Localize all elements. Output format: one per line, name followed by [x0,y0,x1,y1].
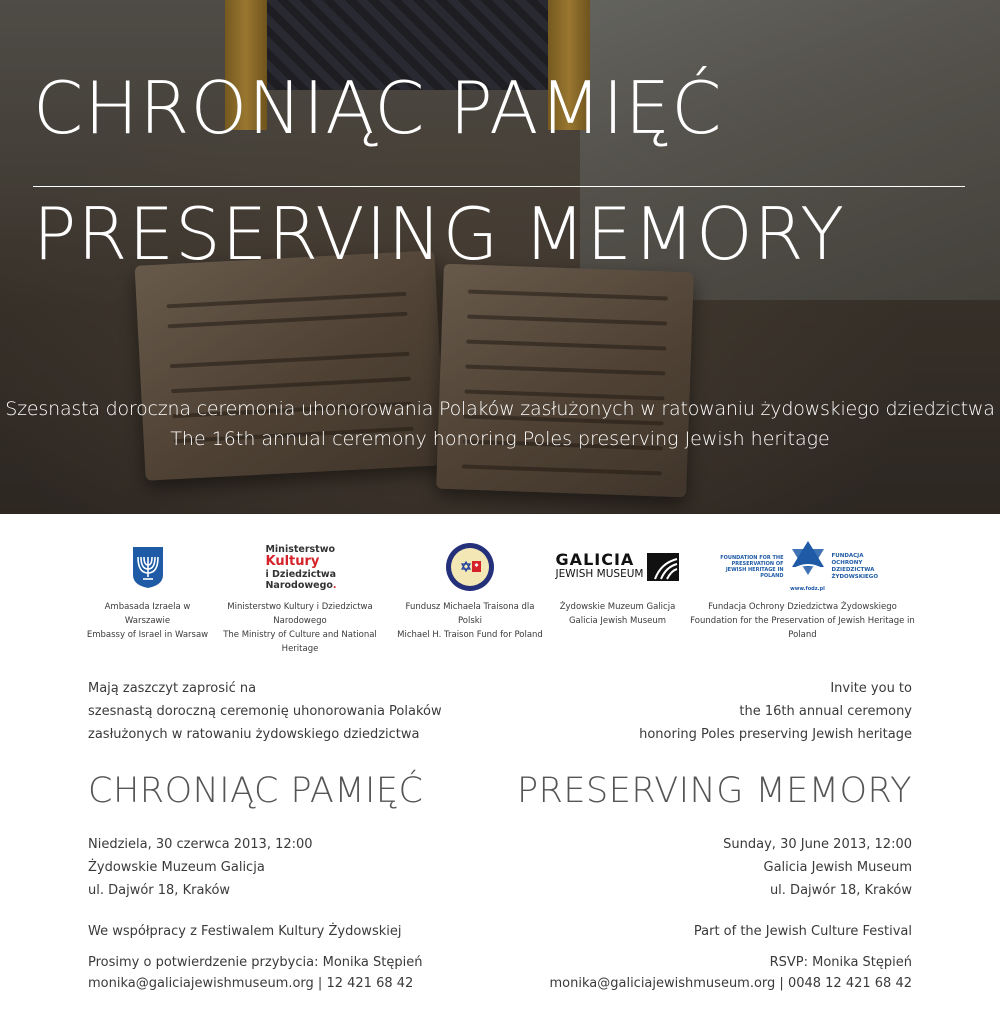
galicia-logo-word: GALICIA [555,550,635,569]
event-title-polish: CHRONIĄC PAMIĘĆ [88,771,424,811]
festival-note-polish: We współpracy z Festiwalem Kultury Żydowskiej [88,924,402,939]
sponsor-traison-fund [395,538,545,642]
event-venue: Żydowskie Muzeum Galicja [88,860,265,875]
sponsor-name-en: Michael H. Traison Fund for Poland [397,630,543,640]
title-divider [33,186,965,187]
contact-polish: monika@galiciajewishmuseum.org | 12 421 68 42 [88,976,414,991]
hero-photo [0,0,1000,514]
fodz-logo-url: www.fodz.pl [790,585,825,592]
sponsor-name-pl: Ministerstwo Kultury i Dziedzictwa Narodowego [227,602,373,626]
sponsor-name-pl: Fundacja Ochrony Dziedzictwa Żydowskiego [708,602,897,612]
ministry-logo-line3: i Dziedzictwa [265,568,337,580]
fodz-logo-pl: FUNDACJA OCHRONY DZIEDZICTWA ŻYDOWSKIEGO [831,553,878,580]
sponsor-name-pl: Żydowskie Muzeum Galicja [559,602,676,612]
sponsor-name-en: The Ministry of Culture and National Heritage [223,630,377,654]
sponsor-fodz [690,538,915,642]
ministry-logo-line2: Kultury [265,553,320,569]
sponsor-name-pl: Fundusz Michaela Traisona dla Polski [405,602,535,626]
intro-line: zasłużonych w ratowaniu żydowskiego dziedzictwa [88,727,420,742]
sponsor-name-pl: Ambasada Izraela w Warszawie [104,602,191,626]
event-venue: Galicia Jewish Museum [763,860,912,875]
ministry-logo-line1: Ministerstwo [265,543,336,555]
sponsor-embassy-israel [85,538,210,642]
intro-line: Invite you to [830,681,912,696]
fodz-star-logo [690,538,915,596]
sponsor-galicia-museum [545,538,690,628]
invite-intro-polish [88,677,442,746]
sponsor-name-en: Galicia Jewish Museum [568,616,667,626]
event-address: ul. Dajwór 18, Kraków [769,883,912,898]
intro-line: the 16th annual ceremony [739,704,912,719]
contact-english: monika@galiciajewishmuseum.org | 0048 12 421 68 42 [549,976,912,991]
intro-line: honoring Poles preserving Jewish heritage [639,727,912,742]
event-details-english [723,833,912,902]
galicia-wave-icon [647,553,679,581]
intro-line: szesnastą doroczną ceremonię uhonorowania Polaków [88,704,442,719]
star-of-david-icon [788,539,828,577]
fodz-logo-en: FOUNDATION FOR THE PRESERVATION OF JEWISH HERITAGE IN POLAND [720,555,784,579]
galicia-logo [545,538,690,596]
event-details-polish [88,833,313,902]
hero-subtitle-polish: Szesnasta doroczna ceremonia uhonorowania Polaków zasłużonych w ratowaniu żydowskiego dziedzictwa [5,398,995,420]
sponsor-name-en: Foundation for the Preservation of Jewish Heritage in Poland [690,616,915,640]
event-date: Sunday, 30 June 2013, 12:00 [723,837,912,852]
hero-title-english: PRESERVING MEMORY [33,192,846,276]
sponsor-ministry-culture [210,538,390,656]
event-title-english: PRESERVING MEMORY [517,771,912,811]
menorah-emblem-icon [85,538,210,596]
festival-note-english: Part of the Jewish Culture Festival [693,924,912,939]
event-address: ul. Dajwór 18, Kraków [88,883,231,898]
rsvp-polish: Prosimy o potwierdzenie przybycia: Monika Stępień [88,955,423,970]
sponsor-name-en: Embassy of Israel in Warsaw [86,630,209,640]
invite-intro-english [639,677,912,746]
event-date: Niedziela, 30 czerwca 2013, 12:00 [88,837,313,852]
galicia-logo-sub: JEWISH MUSEUM [555,568,644,580]
ministry-logo-line4: Narodowego [265,579,333,591]
hero-title-polish: CHRONIĄC PAMIĘĆ [33,66,723,150]
intro-line: Mają zaszczyt zaprosić na [88,681,257,696]
hero-subtitle-english: The 16th annual ceremony honoring Poles preserving Jewish heritage [170,428,830,450]
rsvp-english: RSVP: Monika Stępień [769,955,912,970]
ministry-logo: Ministerstwo Kultury i Dziedzictwa Narodowego. [265,543,337,591]
traison-fund-seal-icon [395,538,545,596]
